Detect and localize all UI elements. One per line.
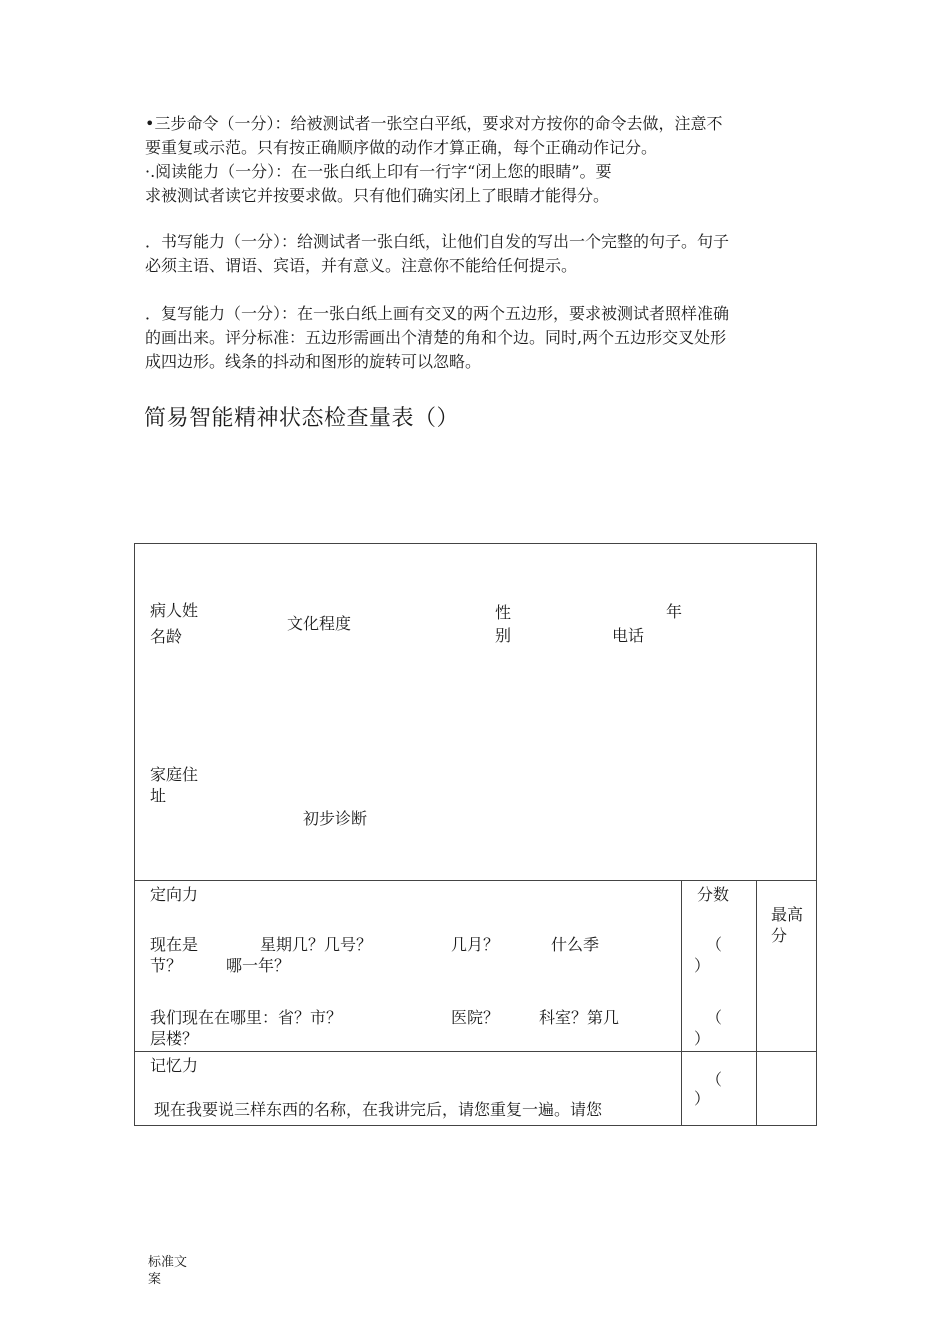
page-title: 简易智能精神状态检查量表（） bbox=[144, 406, 460, 431]
reading-ability-paragraph bbox=[145, 160, 825, 208]
table-border-bottom bbox=[134, 1125, 817, 1126]
paragraph-line: 成四边形。线条的抖动和图形的旋转可以忽略。 bbox=[145, 352, 482, 371]
place-question-department: 科室？第几 bbox=[539, 1008, 620, 1027]
phone-label: 电话 bbox=[612, 626, 645, 645]
patient-name-label: 病人姓 bbox=[150, 601, 199, 620]
time-question-month: 几月？ bbox=[451, 935, 500, 954]
address-label: 家庭住 bbox=[150, 765, 199, 784]
footer-line: 标准文 bbox=[148, 1255, 188, 1270]
paragraph-line: 必须主语、谓语、宾语，并有意义。注意你不能给任何提示。 bbox=[145, 256, 578, 275]
footer-line: 案 bbox=[148, 1272, 162, 1287]
paragraph-line: ．复写能力（一分）：在一张白纸上画有交叉的两个五边形，要求被测试者照样准确 bbox=[145, 304, 730, 323]
table-divider-header bbox=[134, 880, 817, 881]
score-paren-close: ） bbox=[694, 1089, 711, 1108]
place-question-floor: 层楼？ bbox=[150, 1029, 199, 1048]
age-label: 年 bbox=[666, 602, 683, 621]
score-paren-open: （ bbox=[706, 1070, 723, 1089]
gender-label: 性 bbox=[495, 603, 512, 622]
time-question-season-2: 节？ bbox=[150, 956, 183, 975]
place-question-hospital: 医院？ bbox=[451, 1008, 500, 1027]
place-question: 我们现在在哪里：省？市？ bbox=[150, 1008, 343, 1027]
time-question-weekday: 星期几？几号？ bbox=[260, 935, 373, 954]
max-score-header-2: 分 bbox=[771, 926, 788, 945]
gender-label-2: 别 bbox=[495, 626, 512, 645]
table-divider-score bbox=[681, 880, 682, 1126]
table-divider-memory bbox=[134, 1051, 817, 1052]
education-label: 文化程度 bbox=[287, 614, 352, 633]
table-border-right bbox=[816, 543, 817, 1126]
paragraph-line: 的画出来。评分标准：五边形需画出个清楚的角和个边。同时,两个五边形交叉处形 bbox=[145, 328, 727, 347]
footer-label bbox=[148, 1254, 187, 1288]
score-header: 分数 bbox=[697, 885, 730, 904]
score-paren-close: ） bbox=[694, 956, 711, 975]
score-paren-close: ） bbox=[694, 1029, 711, 1048]
time-question-season: 什么季 bbox=[551, 935, 600, 954]
copying-ability-paragraph bbox=[145, 302, 825, 374]
score-paren-open: （ bbox=[706, 1008, 723, 1027]
time-question-year: 哪一年？ bbox=[226, 956, 291, 975]
writing-ability-paragraph bbox=[145, 230, 825, 278]
memory-instruction: 现在我要说三样东西的名称，在我讲完后，请您重复一遍。请您 bbox=[154, 1100, 603, 1119]
paragraph-line: 要重复或示范。只有按正确顺序做的动作才算正确，每个正确动作记分。 bbox=[145, 138, 658, 157]
paragraph-line: ．书写能力（一分）：给测试者一张白纸，让他们自发的写出一个完整的句子。句子 bbox=[145, 232, 730, 251]
address-label-2: 址 bbox=[150, 786, 167, 805]
paragraph-line: 求被测试者读它并按要求做。只有他们确实闭上了眼睛才能得分。 bbox=[145, 186, 610, 205]
table-divider-max bbox=[756, 880, 757, 1126]
diagnosis-label: 初步诊断 bbox=[303, 809, 368, 828]
table-border-left bbox=[134, 543, 135, 1126]
table-border-top bbox=[134, 543, 817, 544]
score-paren-open: （ bbox=[706, 935, 723, 954]
orientation-header: 定向力 bbox=[150, 885, 199, 904]
paragraph-line: ·.阅读能力（一分）：在一张白纸上印有一行字“闭上您的眼睛”。要 bbox=[145, 162, 612, 181]
three-step-command-paragraph bbox=[145, 112, 825, 160]
memory-header: 记忆力 bbox=[150, 1056, 199, 1075]
patient-name-age-label: 名龄 bbox=[150, 627, 183, 646]
time-question: 现在是 bbox=[150, 935, 199, 954]
max-score-header: 最高 bbox=[771, 905, 804, 924]
paragraph-line: •三步命令（一分）：给被测试者一张空白平纸，要求对方按你的命令去做，注意不 bbox=[145, 114, 723, 133]
